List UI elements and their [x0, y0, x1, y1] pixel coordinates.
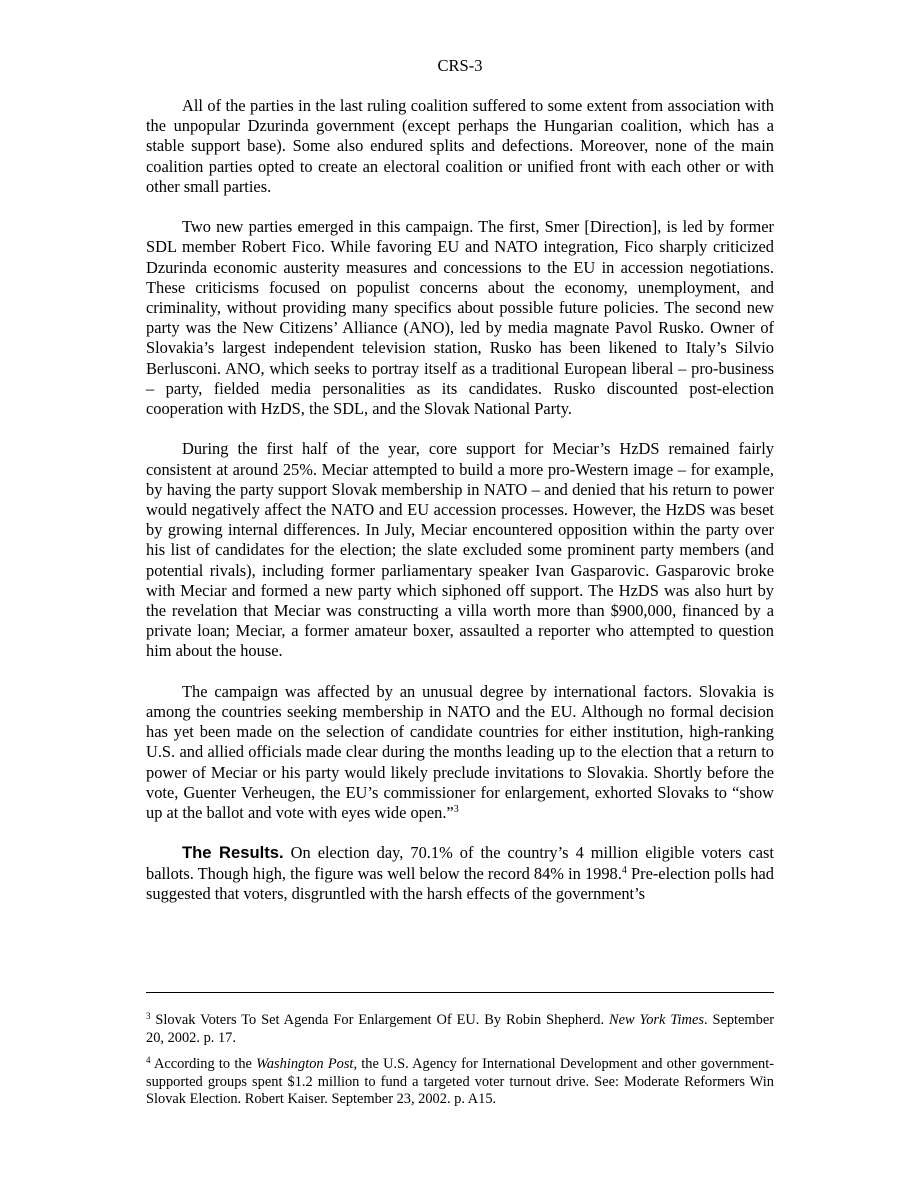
footnote-source-title: Washington Post — [256, 1056, 354, 1073]
footnote-text-continued: . September 20, 2002. p. 17. — [146, 1012, 775, 1046]
page-header: CRS-3 — [437, 56, 483, 75]
paragraph-international — [146, 682, 774, 823]
footnote-text: Slovak Voters To Set Agenda For Enlargement Of EU. By Robin Shepherd. — [150, 1012, 610, 1028]
paragraph-text: On election day, 70.1% of the country’s 4 million eligible voters cast ballots. Though high, the figure was well below the record 84% in 1998. — [146, 843, 774, 883]
paragraph-coalition — [146, 96, 774, 197]
paragraph-text: During the first half of the year, core support for Meciar’s HzDS remained fairly consistent at around 25%. Meciar attempted to build a more pro-Western image – for example, by having the party support Slovak membership in NATO – and denied that his return to power would negatively affect the NATO and EU accession processes. However, the HzDS was beset by growing internal differences. In July, Meciar encountered opposition within the party over his list of candidates for the election; the slate excluded some prominent party members (and potential rivals), including former parliamentary speaker Ivan Gasparovic. Gasparovic broke with Meciar and formed a new party which siphoned off support. The HzDS was also hurt by the revelation that Meciar was constructing a villa worth more than $900,000, financed by a private loan; Meciar, a former amateur boxer, assaulted a reporter who attempted to question him about the house. — [146, 439, 774, 661]
paragraph-results — [146, 843, 774, 904]
paragraph-text: The campaign was affected by an unusual degree by international factors. Slovakia is among the countries seeking membership in NATO and the EU. Although no formal decision has yet been made on the selection of candidate countries for either institution, high-ranking U.S. and allied officials made clear during the months leading up to the election that a return to power of Meciar or his party would likely preclude invitations to Slovakia. Shortly before the vote, Guenter Verheugen, the EU’s commissioner for enlargement, exhorted Slovaks to “show up at the ballot and vote with eyes wide open.” — [146, 681, 774, 823]
footnote-text-continued: , the U.S. Agency for International Development and other government-supported groups spent $1.2 million to fund a targeted voter turnout drive. See: Moderate Reformers Win Slovak Election. Robert Kaiser. September 23, 2002. p. A15. — [146, 1056, 774, 1108]
paragraph-hzds — [146, 439, 774, 661]
footnote-number: 3 — [146, 1011, 151, 1021]
section-heading-results: The Results. — [182, 843, 284, 863]
footnotes — [146, 1012, 774, 1118]
footnote-ref-3[interactable]: 3 — [453, 804, 459, 816]
paragraph-text: Two new parties emerged in this campaign. The first, Smer [Direction], is led by former SDL member Robert Fico. While favoring EU and NATO integration, Fico sharply criticized Dzurinda economic austerity measures and concessions to the EU in accession negotiations. These criticisms focused on populist concerns about the economy, unemployment, and criminality, without providing many specifics about possible future policies. The second new party was the New Citizens’ Alliance (ANO), led by media magnate Pavol Rusko. Owner of Slovakia’s largest independent television station, Rusko has been likened to Italy’s Silvio Berlusconi. ANO, which seeks to portray itself as a traditional European liberal – pro-business – party, fielded media personalities as its candidates. Rusko discounted post-election cooperation with HzDS, the SDL, and the Slovak National Party. — [146, 217, 774, 419]
paragraph-text-continued: Pre-election polls had suggested that voters, disgruntled with the harsh effects of the government’s — [146, 863, 774, 903]
footnote-number: 4 — [146, 1055, 151, 1066]
footnote-source-title: New York Times — [609, 1012, 704, 1028]
paragraph-new-parties — [146, 217, 774, 419]
paragraph-text: All of the parties in the last ruling coalition suffered to some extent from association with the unpopular Dzurinda government (except perhaps the Hungarian coalition, which has a stable support base). Some also endured splits and defections. Moreover, none of the main coalition parties opted to create an electoral coalition or unified front with each other or with other small parties. — [146, 96, 774, 196]
footnote-separator — [146, 992, 774, 993]
footnote-3 — [146, 1012, 774, 1047]
footnote-ref-4[interactable]: 4 — [621, 864, 627, 876]
footnote-4 — [146, 1056, 774, 1109]
body-text — [146, 96, 774, 904]
footnote-text: According to the — [150, 1056, 257, 1073]
